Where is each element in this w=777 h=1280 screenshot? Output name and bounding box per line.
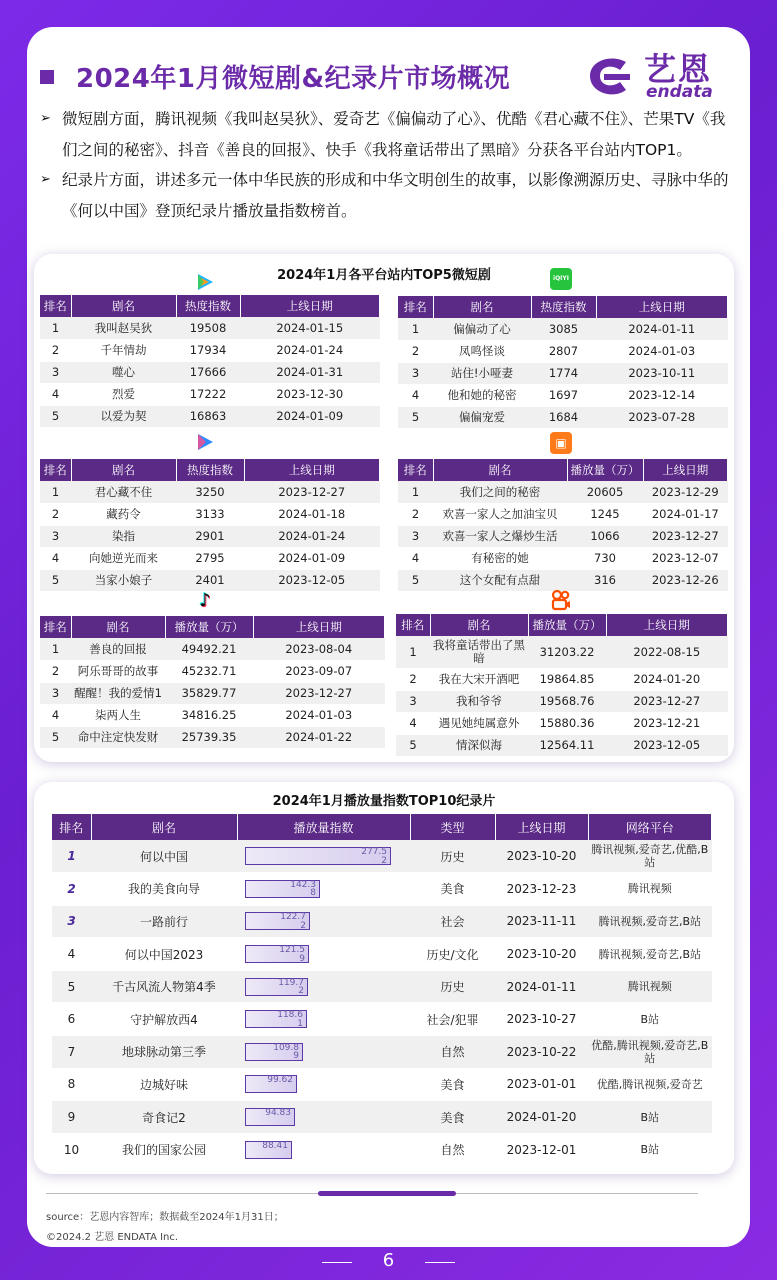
- cell: 2023-11-11: [495, 905, 588, 938]
- cell: 1774: [531, 362, 596, 384]
- cell: 2023-12-05: [244, 569, 380, 591]
- col-header: 热度指数: [531, 296, 596, 318]
- cell: 君心藏不住: [71, 481, 176, 503]
- cell: 2022-08-15: [606, 636, 728, 668]
- shorts-panel-title: 2024年1月各平台站内TOP5微短剧: [277, 268, 491, 283]
- source-note: source：艺恩内容智库；数据截至2024年1月31日；: [46, 1212, 284, 1223]
- cell: 何以中国: [91, 840, 237, 873]
- table-row: [398, 569, 728, 591]
- cell: [237, 1133, 410, 1166]
- cell: 阿乐哥哥的故事: [71, 660, 165, 682]
- cell: 腾讯视频,爱奇艺,B站: [588, 905, 712, 938]
- cell: 2023-12-21: [606, 712, 728, 734]
- table-row: [52, 1101, 712, 1134]
- table-row: [396, 712, 728, 734]
- cell: [237, 938, 410, 971]
- cell: 欢喜一家人之加油宝贝: [433, 503, 567, 525]
- cell: 1: [40, 481, 71, 503]
- cell: 9: [52, 1101, 91, 1134]
- table-row: [40, 317, 380, 339]
- cell: 31203.22: [528, 636, 606, 668]
- col-header: 类型: [410, 814, 495, 840]
- cell: 藏药令: [71, 503, 176, 525]
- cell: 千古风流人物第4季: [91, 970, 237, 1003]
- cell: 2: [396, 668, 430, 690]
- arrow-bullet-icon: ➢: [40, 111, 51, 126]
- endata-logo-icon: [584, 52, 636, 100]
- cell: 我的美食向导: [91, 873, 237, 906]
- cell: 历史: [410, 840, 495, 873]
- col-header: 上线日期: [495, 814, 588, 840]
- cell: [237, 1036, 410, 1069]
- cell: 2023-12-23: [495, 873, 588, 906]
- col-header: 排名: [396, 614, 430, 636]
- col-header: 排名: [40, 459, 71, 481]
- cell: 一路前行: [91, 905, 237, 938]
- cell: 4: [40, 704, 71, 726]
- bullet-docs: [40, 165, 740, 226]
- table-row: [52, 970, 712, 1003]
- cell: 3: [40, 525, 71, 547]
- cell: 2023-12-07: [643, 547, 728, 569]
- col-header: 剧名: [71, 295, 176, 317]
- col-header: 上线日期: [606, 614, 728, 636]
- cell: 2023-10-20: [495, 938, 588, 971]
- arrow-bullet-icon: ➢: [40, 172, 51, 187]
- cell: B站: [588, 1003, 712, 1036]
- cell: 2023-07-28: [596, 406, 728, 428]
- cell: 5: [40, 405, 71, 427]
- cell: 2023-12-27: [643, 525, 728, 547]
- col-header: 剧名: [91, 814, 237, 840]
- cell: 3250: [176, 481, 244, 503]
- cell: 偏偏宠爱: [433, 406, 531, 428]
- cell: 1066: [567, 525, 643, 547]
- cell: 45232.71: [165, 660, 253, 682]
- table-row: [52, 938, 712, 971]
- cell: 历史: [410, 970, 495, 1003]
- col-header: 上线日期: [596, 296, 728, 318]
- cell: 316: [567, 569, 643, 591]
- cell: 25739.35: [165, 726, 253, 748]
- table-row: [52, 1036, 712, 1069]
- cell: 2: [40, 339, 71, 361]
- col-header: 热度指数: [176, 459, 244, 481]
- cell: 3: [40, 682, 71, 704]
- cell: 2023-12-14: [596, 384, 728, 406]
- cell: 2: [52, 873, 91, 906]
- cell: 2023-08-04: [253, 638, 385, 660]
- cell: 5: [398, 406, 433, 428]
- table-row: [398, 525, 728, 547]
- col-header: 剧名: [433, 296, 531, 318]
- cell: 边城好味: [91, 1068, 237, 1101]
- index-bar: 94.83: [245, 1108, 295, 1126]
- cell: 2024-01-11: [495, 970, 588, 1003]
- table-row: [398, 481, 728, 503]
- table-row: [40, 339, 380, 361]
- cell: 3085: [531, 318, 596, 340]
- table-row: [40, 361, 380, 383]
- cell: 自然: [410, 1036, 495, 1069]
- cell: 守护解放西4: [91, 1003, 237, 1036]
- cell: 优酷,腾讯视频,爱奇艺,B站: [588, 1036, 712, 1069]
- table-row: [52, 1068, 712, 1101]
- index-bar: 99.62: [245, 1075, 297, 1093]
- cell: 3133: [176, 503, 244, 525]
- index-bar: 109.8 9: [245, 1043, 303, 1061]
- cell: 4: [52, 938, 91, 971]
- cell: 2023-12-27: [244, 481, 380, 503]
- cell: 2: [398, 503, 433, 525]
- cell: 2024-01-03: [253, 704, 385, 726]
- cell: 17222: [176, 383, 240, 405]
- table-row: [40, 405, 380, 427]
- col-header: 播放量（万）: [528, 614, 606, 636]
- cell: 1245: [567, 503, 643, 525]
- cell: 4: [40, 547, 71, 569]
- cell: 2023-09-07: [253, 660, 385, 682]
- cell: 1: [52, 840, 91, 873]
- cell: [237, 1101, 410, 1134]
- col-header: 剧名: [71, 616, 165, 638]
- table-row: [40, 525, 380, 547]
- cell: 5: [398, 569, 433, 591]
- cell: 1: [398, 318, 433, 340]
- cell: B站: [588, 1133, 712, 1166]
- index-bar: 122.7 2: [245, 912, 310, 930]
- cell: 历史/文化: [410, 938, 495, 971]
- douyin-top5-table: [40, 616, 385, 749]
- cell: 社会/犯罪: [410, 1003, 495, 1036]
- cell: 有秘密的她: [433, 547, 567, 569]
- cell: 35829.77: [165, 682, 253, 704]
- cell: 2023-12-29: [643, 481, 728, 503]
- documentary-top10-table: [52, 814, 712, 1166]
- cell: 19864.85: [528, 668, 606, 690]
- cell: 社会: [410, 905, 495, 938]
- cell: 美食: [410, 1101, 495, 1134]
- cell: 2024-01-09: [240, 405, 380, 427]
- cell: 2023-10-20: [495, 840, 588, 873]
- cell: 3: [40, 361, 71, 383]
- cell: 偏偏动了心: [433, 318, 531, 340]
- douyin-icon: ♪: [199, 590, 211, 611]
- cell: 4: [396, 712, 430, 734]
- cell: 2023-10-27: [495, 1003, 588, 1036]
- table-row: [40, 660, 385, 682]
- table-row: [398, 406, 728, 428]
- cell: 1: [40, 317, 71, 339]
- col-header: 排名: [40, 616, 71, 638]
- cell: 17934: [176, 339, 240, 361]
- cell: 2024-01-31: [240, 361, 380, 383]
- cell: 1: [40, 638, 71, 660]
- cell: B站: [588, 1101, 712, 1134]
- cell: 10: [52, 1133, 91, 1166]
- cell: 2401: [176, 569, 244, 591]
- cell: 2024-01-24: [244, 525, 380, 547]
- cell: 美食: [410, 1068, 495, 1101]
- mango-tv-icon: ▣: [550, 432, 572, 454]
- cell: 3: [398, 525, 433, 547]
- documentary-panel-title: 2024年1月播放量指数TOP10纪录片: [272, 794, 496, 809]
- cell: 4: [398, 384, 433, 406]
- mango-top5-table: [398, 459, 728, 592]
- cell: 柒两人生: [71, 704, 165, 726]
- cell: 5: [40, 569, 71, 591]
- cell: 他和她的秘密: [433, 384, 531, 406]
- cell: 命中注定快发财: [71, 726, 165, 748]
- table-row: [398, 362, 728, 384]
- cell: 2023-12-01: [495, 1133, 588, 1166]
- cell: 2024-01-20: [495, 1101, 588, 1134]
- cell: 我们之间的秘密: [433, 481, 567, 503]
- cell: 1697: [531, 384, 596, 406]
- table-row: [52, 1003, 712, 1036]
- cell: 49492.21: [165, 638, 253, 660]
- cell: 2024-01-09: [244, 547, 380, 569]
- cell: 2023-12-30: [240, 383, 380, 405]
- cell: 这个女配有点甜: [433, 569, 567, 591]
- footer-divider-accent: [318, 1191, 456, 1196]
- kuaishou-icon: [550, 589, 572, 611]
- cell: 我叫赵吴狄: [71, 317, 176, 339]
- index-bar: 118.6 1: [245, 1010, 307, 1028]
- table-row: [52, 873, 712, 906]
- table-row: [52, 1133, 712, 1166]
- index-bar: 119.7 2: [245, 978, 308, 996]
- table-row: [40, 726, 385, 748]
- cell: 4: [40, 383, 71, 405]
- youku-icon: [194, 431, 216, 453]
- iqiyi-icon: iQIYI: [550, 268, 572, 290]
- cell: 何以中国2023: [91, 938, 237, 971]
- cell: 3: [396, 690, 430, 712]
- title-row: [40, 58, 510, 95]
- bullet-docs-text: 纪录片方面，讲述多元一体中华民族的形成和中华文明创生的故事，以影像溯源历史、寻脉中华的《何以中国》登顶纪录片播放量指数榜首。: [62, 171, 729, 220]
- col-header: 上线日期: [253, 616, 385, 638]
- cell: 2795: [176, 547, 244, 569]
- cell: 2024-01-17: [643, 503, 728, 525]
- cell: [237, 840, 410, 873]
- col-header: 上线日期: [244, 459, 380, 481]
- cell: 2023-12-05: [606, 734, 728, 756]
- cell: 2: [398, 340, 433, 362]
- cell: 地球脉动第三季: [91, 1036, 237, 1069]
- cell: 我和爷爷: [430, 690, 528, 712]
- cell: 我在大宋开酒吧: [430, 668, 528, 690]
- col-header: 排名: [52, 814, 91, 840]
- cell: 2024-01-15: [240, 317, 380, 339]
- logo-en-text: endata: [646, 82, 713, 102]
- tencent-video-icon: [194, 271, 216, 293]
- col-header: 排名: [398, 459, 433, 481]
- cell: 站住!小哑妻: [433, 362, 531, 384]
- cell: 欢喜一家人之爆炒生活: [433, 525, 567, 547]
- shorts-panel: [34, 254, 734, 762]
- table-row: [40, 547, 380, 569]
- cell: 2023-12-27: [253, 682, 385, 704]
- cell: 8: [52, 1068, 91, 1101]
- bullet-shorts-text: 微短剧方面，腾讯视频《我叫赵吴狄》、爱奇艺《偏偏动了心》、优酷《君心藏不住》、芒果TV《我们之间的秘密》、抖音《善良的回报》、快手《我将童话带出了黑暗》分获各平台站内TOP1。: [62, 110, 726, 159]
- cell: 自然: [410, 1133, 495, 1166]
- table-row: [40, 383, 380, 405]
- cell: 19568.76: [528, 690, 606, 712]
- col-header: 剧名: [71, 459, 176, 481]
- cell: 2024-01-22: [253, 726, 385, 748]
- cell: 5: [52, 970, 91, 1003]
- cell: 2024-01-24: [240, 339, 380, 361]
- index-bar: 142.3 8: [245, 880, 320, 898]
- cell: 当家小娘子: [71, 569, 176, 591]
- cell: 2024-01-18: [244, 503, 380, 525]
- cell: 腾讯视频,爱奇艺,B站: [588, 938, 712, 971]
- cell: 2901: [176, 525, 244, 547]
- cell: 16863: [176, 405, 240, 427]
- cell: 1684: [531, 406, 596, 428]
- cell: 以爱为契: [71, 405, 176, 427]
- col-header: 上线日期: [643, 459, 728, 481]
- cell: 千年情劫: [71, 339, 176, 361]
- tencent-top5-table: [40, 295, 380, 428]
- cell: 2023-12-27: [606, 690, 728, 712]
- col-header: 播放量指数: [237, 814, 410, 840]
- table-row: [396, 636, 728, 668]
- cell: 情深似海: [430, 734, 528, 756]
- youku-top5-table: [40, 459, 380, 592]
- col-header: 热度指数: [176, 295, 240, 317]
- index-bar: 121.5 9: [245, 945, 309, 963]
- table-row: [52, 905, 712, 938]
- cell: 730: [567, 547, 643, 569]
- cell: [237, 905, 410, 938]
- cell: 2807: [531, 340, 596, 362]
- cell: 1: [398, 481, 433, 503]
- cell: 噬心: [71, 361, 176, 383]
- summary-bullets: [40, 104, 740, 226]
- index-bar: 88.41: [245, 1141, 292, 1159]
- cell: [237, 970, 410, 1003]
- cell: 美食: [410, 873, 495, 906]
- cell: 5: [40, 726, 71, 748]
- cell: 7: [52, 1036, 91, 1069]
- cell: 5: [396, 734, 430, 756]
- endata-logo: [584, 44, 734, 104]
- cell: 凤鸣怪谈: [433, 340, 531, 362]
- table-row: [398, 384, 728, 406]
- cell: 善良的回报: [71, 638, 165, 660]
- cell: 17666: [176, 361, 240, 383]
- cell: 我将童话带出了黑暗: [430, 636, 528, 668]
- cell: 向她逆光而来: [71, 547, 176, 569]
- cell: 染指: [71, 525, 176, 547]
- col-header: 剧名: [433, 459, 567, 481]
- page-title: 2024年1月微短剧&纪录片市场概况: [76, 64, 511, 94]
- cell: 2024-01-03: [596, 340, 728, 362]
- index-bar: 277.5 2: [245, 847, 391, 865]
- cell: [237, 873, 410, 906]
- cell: 2023-10-22: [495, 1036, 588, 1069]
- table-row: [40, 569, 380, 591]
- table-row: [396, 690, 728, 712]
- cell: [237, 1068, 410, 1101]
- cell: 2: [40, 503, 71, 525]
- cell: 2: [40, 660, 71, 682]
- table-row: [52, 840, 712, 873]
- col-header: 播放量（万）: [567, 459, 643, 481]
- documentary-panel: [34, 782, 734, 1174]
- table-row: [40, 638, 385, 660]
- cell: 遇见她纯属意外: [430, 712, 528, 734]
- cell: 2023-01-01: [495, 1068, 588, 1101]
- table-row: [398, 503, 728, 525]
- cell: 腾讯视频,爱奇艺,优酷,B站: [588, 840, 712, 873]
- documentary-rows: [52, 840, 712, 1166]
- kuaishou-top5-table: [396, 614, 728, 757]
- table-row: [40, 503, 380, 525]
- cell: 腾讯视频: [588, 970, 712, 1003]
- table-row: [40, 481, 380, 503]
- cell: 优酷,腾讯视频,爱奇艺: [588, 1068, 712, 1101]
- col-header: 上线日期: [240, 295, 380, 317]
- cell: 醒醒！我的爱情1: [71, 682, 165, 704]
- table-row: [396, 668, 728, 690]
- cell: 20605: [567, 481, 643, 503]
- table-row: [398, 340, 728, 362]
- cell: 2024-01-11: [596, 318, 728, 340]
- cell: 3: [398, 362, 433, 384]
- cell: 2023-10-11: [596, 362, 728, 384]
- table-row: [40, 704, 385, 726]
- cell: [237, 1003, 410, 1036]
- logo-cn-text: 艺恩: [644, 50, 713, 88]
- col-header: 排名: [398, 296, 433, 318]
- cell: 烈爱: [71, 383, 176, 405]
- bullet-shorts: [40, 104, 740, 165]
- col-header: 排名: [40, 295, 71, 317]
- page-number: 6: [382, 1250, 395, 1271]
- cell: 19508: [176, 317, 240, 339]
- cell: 奇食记2: [91, 1101, 237, 1134]
- col-header: 网络平台: [588, 814, 712, 840]
- cell: 1: [396, 636, 430, 668]
- copyright-note: ©2024.2 艺恩 ENDATA Inc.: [46, 1232, 179, 1243]
- cell: 3: [52, 905, 91, 938]
- table-row: [398, 318, 728, 340]
- cell: 2023-12-26: [643, 569, 728, 591]
- table-row: [40, 682, 385, 704]
- cell: 4: [398, 547, 433, 569]
- cell: 我们的国家公园: [91, 1133, 237, 1166]
- title-square-icon: [40, 70, 54, 84]
- cell: 6: [52, 1003, 91, 1036]
- cell: 腾讯视频: [588, 873, 712, 906]
- iqiyi-top5-table: [398, 296, 728, 429]
- cell: 12564.11: [528, 734, 606, 756]
- col-header: 剧名: [430, 614, 528, 636]
- cell: 15880.36: [528, 712, 606, 734]
- cell: 34816.25: [165, 704, 253, 726]
- cell: 2024-01-20: [606, 668, 728, 690]
- col-header: 播放量（万）: [165, 616, 253, 638]
- table-row: [396, 734, 728, 756]
- table-row: [398, 547, 728, 569]
